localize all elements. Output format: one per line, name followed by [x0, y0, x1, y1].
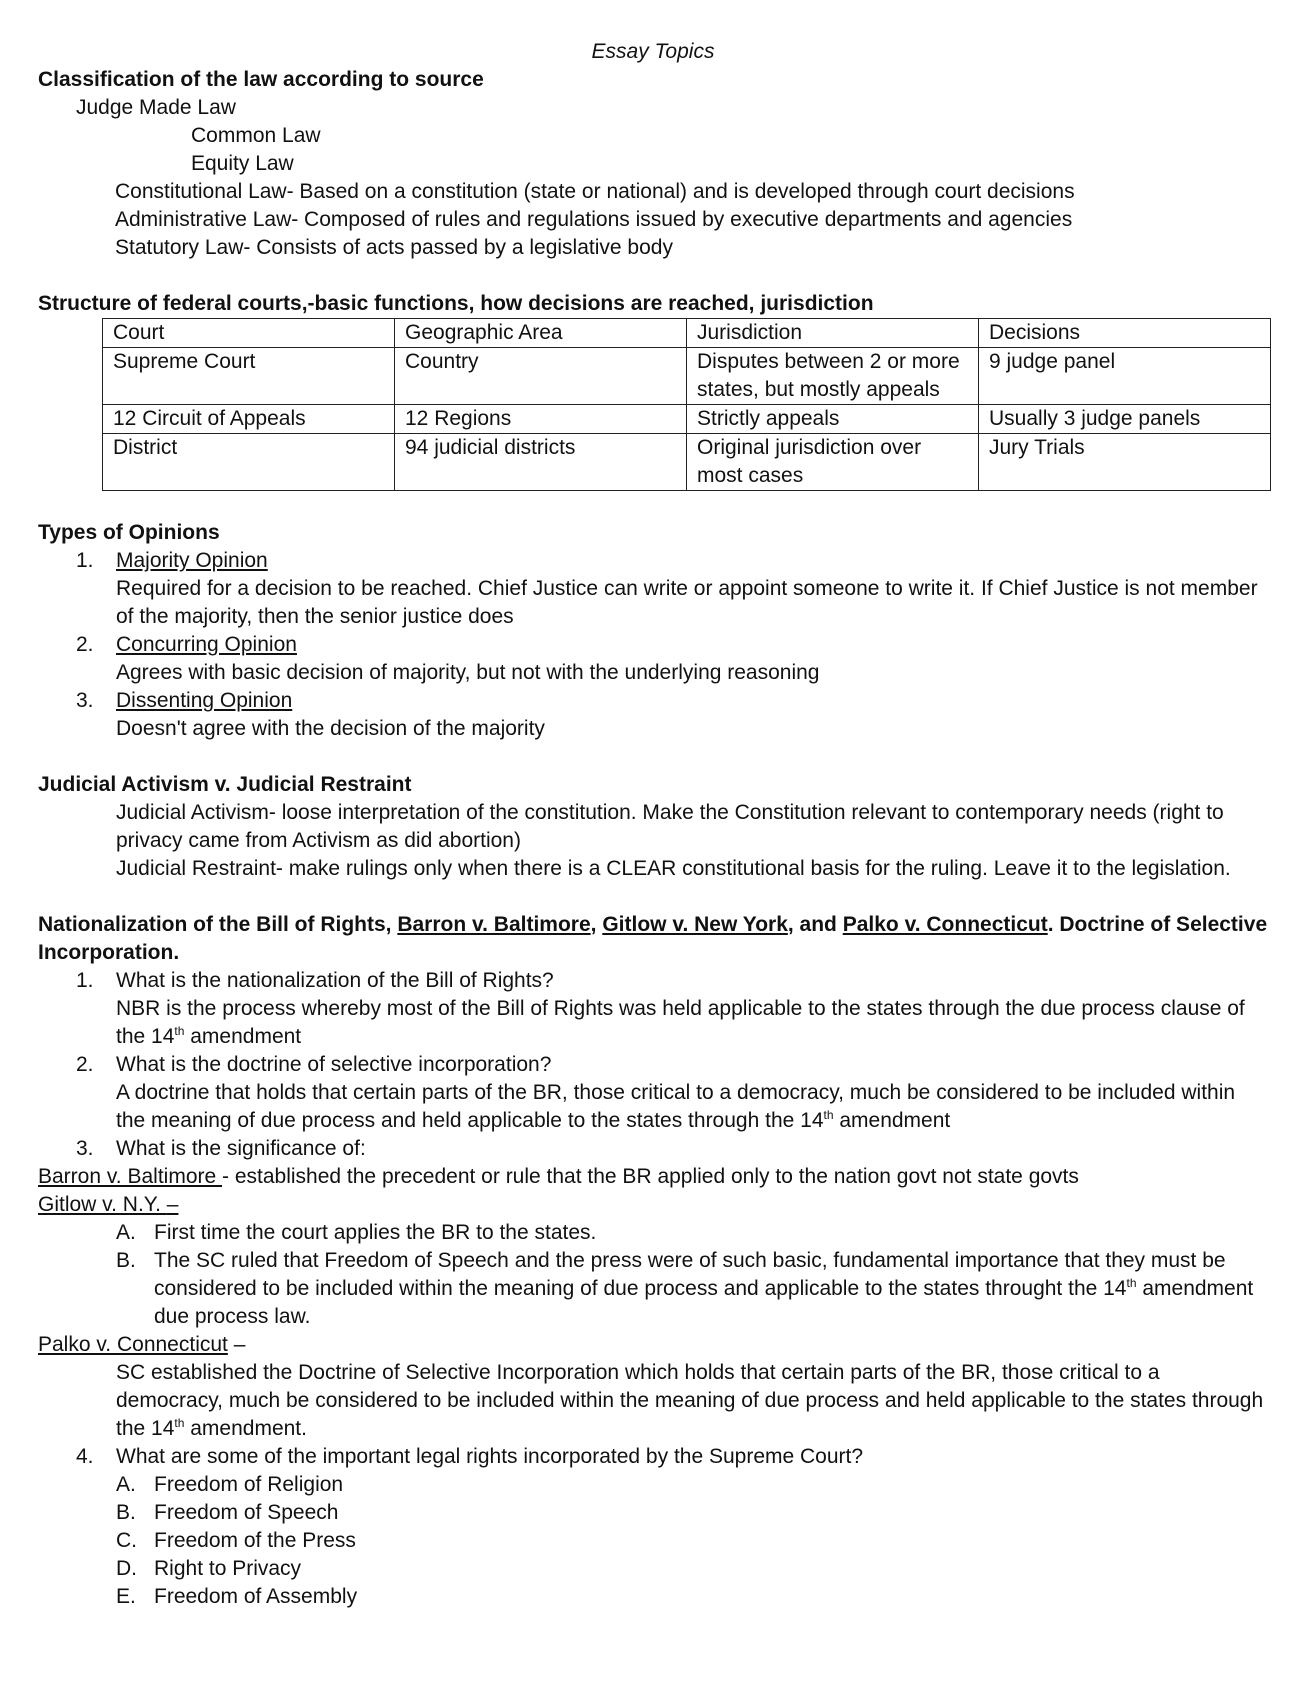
table-cell: 12 Circuit of Appeals [103, 405, 395, 434]
question-item [76, 1135, 1268, 1163]
gitlow-point-a: First time the court applies the BR to the states. [154, 1221, 597, 1244]
table-cell: Usually 3 judge panels [979, 405, 1271, 434]
case-link-barron: Barron v. Baltimore [397, 913, 591, 936]
case-label-barron: Barron v. Baltimore [38, 1165, 223, 1188]
table-header-cell: Jurisdiction [687, 319, 979, 348]
opinion-description: Required for a decision to be reached. Chief Justice can write or appoint someone to write it. If Chief Justice is not member of the majority, then the senior justice does [116, 577, 1258, 628]
table-header-row [103, 319, 1271, 348]
list-letter: A. [116, 1221, 136, 1244]
judicial-restraint-text: Judicial Restraint- make rulings only when there is a CLEAR constitutional basis for the ruling. Leave it to the legislation. [116, 857, 1231, 880]
table-cell: Disputes between 2 or more states, but mostly appeals [687, 348, 979, 405]
list-item [116, 1583, 1268, 1611]
list-letter: D. [116, 1557, 137, 1580]
question-text: What are some of the important legal rights incorporated by the Supreme Court? [116, 1445, 864, 1468]
case-link-gitlow: Gitlow v. New York [602, 913, 788, 936]
list-number: 1. [76, 549, 94, 572]
gitlow-significance [38, 1191, 1268, 1219]
table-cell: 12 Regions [395, 405, 687, 434]
list-number: 3. [76, 1137, 94, 1160]
list-item [76, 547, 1268, 575]
section-heading-opinions: Types of Opinions [38, 521, 220, 544]
list-item [116, 1555, 1268, 1583]
list-item [116, 1247, 1268, 1331]
list-number: 1. [76, 969, 94, 992]
list-letter: E. [116, 1585, 136, 1608]
question-text: What is the significance of: [116, 1137, 366, 1160]
list-item [76, 631, 1268, 659]
list-number: 3. [76, 689, 94, 712]
right-text: Freedom of the Press [154, 1529, 356, 1552]
administrative-law: Administrative Law- Composed of rules and regulations issued by executive departments and agencies [115, 208, 1073, 231]
question-text: What is the nationalization of the Bill of Rights? [116, 969, 554, 992]
list-letter: C. [116, 1529, 137, 1552]
list-item [116, 1499, 1268, 1527]
case-label-palko: Palko v. Connecticut [38, 1333, 228, 1356]
constitutional-law: Constitutional Law- Based on a constitution (state or national) and is developed through court decisions [115, 180, 1075, 203]
list-item [116, 1219, 1268, 1247]
table-cell: Supreme Court [103, 348, 395, 405]
list-number: 2. [76, 1053, 94, 1076]
table-cell: 9 judge panel [979, 348, 1271, 405]
list-letter: B. [116, 1501, 136, 1524]
barron-significance: Barron v. Baltimore - established the precedent or rule that the BR applied only to the nation govt not state govts [38, 1165, 1079, 1188]
case-label-gitlow: Gitlow v. N.Y. – [38, 1193, 179, 1216]
list-number: 4. [76, 1445, 94, 1468]
list-item [76, 687, 1268, 715]
question-item [76, 1051, 1268, 1079]
list-letter: A. [116, 1473, 136, 1496]
statutory-law: Statutory Law- Consists of acts passed by a legislative body [115, 236, 673, 259]
gitlow-point-b: The SC ruled that Freedom of Speech and the press were of such basic, fundamental importance that they must be considered to be included within the meaning of due process and applicable to the states throught the 14th amendment due process law. [154, 1249, 1254, 1328]
table-cell: Original jurisdiction over most cases [687, 434, 979, 491]
palko-text: SC established the Doctrine of Selective Incorporation which holds that certain parts of the BR, those critical to a democracy, much be considered to be included within the meaning of due process and held applicable to the states through the 14th amendment. [116, 1361, 1264, 1440]
table-row [103, 348, 1271, 405]
judicial-activism-text: Judicial Activism- loose interpretation of the constitution. Make the Constitution relevant to contemporary needs (right to privacy came from Activism as did abortion) [116, 801, 1224, 852]
table-cell: 94 judicial districts [395, 434, 687, 491]
opinion-description: Agrees with basic decision of majority, but not with the underlying reasoning [116, 661, 820, 684]
list-item [116, 1527, 1268, 1555]
question-item [76, 1443, 1268, 1471]
opinion-label: Dissenting Opinion [116, 689, 293, 712]
equity-law: Equity Law [191, 152, 294, 175]
list-number: 2. [76, 633, 94, 656]
section-heading-federal-courts: Structure of federal courts,-basic functions, how decisions are reached, jurisdiction [38, 292, 874, 315]
right-text: Right to Privacy [154, 1557, 302, 1580]
answer-text: NBR is the process whereby most of the Bill of Rights was held applicable to the states through the due process clause of the 14th amendment [116, 997, 1245, 1048]
table-header-cell: Decisions [979, 319, 1271, 348]
list-item [116, 1471, 1268, 1499]
palko-significance: Palko v. Connecticut – [38, 1333, 246, 1356]
document-title: Essay Topics [591, 40, 715, 63]
right-text: Freedom of Speech [154, 1501, 339, 1524]
table-header-cell: Geographic Area [395, 319, 687, 348]
opinion-label: Concurring Opinion [116, 633, 297, 656]
opinion-description: Doesn't agree with the decision of the majority [116, 717, 545, 740]
judge-made-law: Judge Made Law [76, 96, 236, 119]
table-cell: District [103, 434, 395, 491]
document-page [38, 38, 1268, 1611]
table-row [103, 434, 1271, 491]
case-link-palko: Palko v. Connecticut [842, 913, 1048, 936]
table-cell: Strictly appeals [687, 405, 979, 434]
federal-courts-table [102, 318, 1271, 491]
table-row [103, 405, 1271, 434]
right-text: Freedom of Religion [154, 1473, 344, 1496]
answer-text: A doctrine that holds that certain parts of the BR, those critical to a democracy, much be considered to be included within the meaning of due process and held applicable to the states through the 14th amendment [116, 1081, 1236, 1132]
question-item [76, 967, 1268, 995]
common-law: Common Law [191, 124, 321, 147]
right-text: Freedom of Assembly [154, 1585, 358, 1608]
list-letter: B. [116, 1249, 136, 1272]
table-cell: Jury Trials [979, 434, 1271, 491]
section-heading-activism: Judicial Activism v. Judicial Restraint [38, 773, 412, 796]
question-text: What is the doctrine of selective incorporation? [116, 1053, 552, 1076]
table-header-cell: Court [103, 319, 395, 348]
table-cell: Country [395, 348, 687, 405]
opinion-label: Majority Opinion [116, 549, 268, 572]
section-heading-classification: Classification of the law according to source [38, 68, 484, 91]
section-heading-nationalization: Nationalization of the Bill of Rights, Barron v. Baltimore, Gitlow v. New York, and Palko v. Connecticut. Doctrine of Selective Incorporation. [38, 913, 1268, 964]
